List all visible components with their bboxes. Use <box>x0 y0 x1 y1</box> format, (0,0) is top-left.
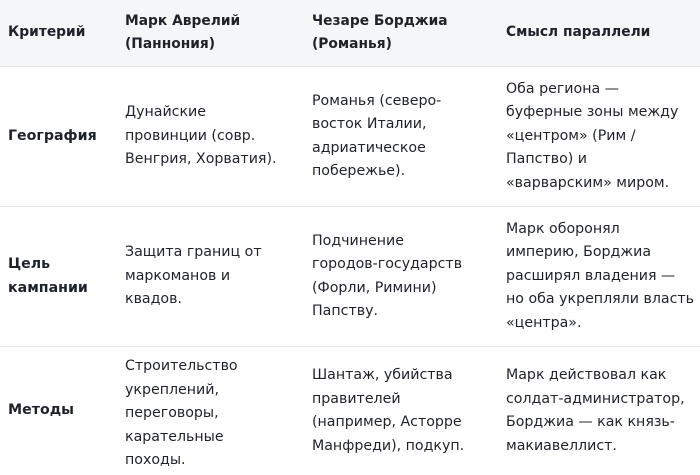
header-criterion: Критерий <box>8 24 86 41</box>
row-criterion: География <box>8 127 97 144</box>
header-meaning: Смысл параллели <box>506 24 651 41</box>
cell-cesare: Подчинение городов-государств (Форли, Римини) Папству. <box>312 232 463 319</box>
table-row <box>0 207 700 347</box>
header-marcus-aurelius: Марк Аврелий (Паннония) <box>125 12 241 52</box>
table-row <box>0 347 700 475</box>
cell-cesare: Шантаж, убийства правителей (например, Асторре Манфреди), подкуп. <box>312 367 465 454</box>
cell-cesare: Романья (северо- восток Италии, адриатическое побережье). <box>312 92 442 179</box>
header-cesare-borgia: Чезаре Борджиа (Романья) <box>312 12 448 52</box>
table-row <box>0 67 700 207</box>
cell-meaning: Оба региона — буферные зоны между «центром» (Рим / Папство) и «варварским» миром. <box>506 80 679 191</box>
cell-marcus: Защита границ от маркоманов и квадов. <box>125 244 262 308</box>
cell-marcus: Строительство укреплений, переговоры, карательные походы. <box>125 358 238 468</box>
row-criterion: Цель кампании <box>8 256 88 296</box>
cell-meaning: Марк оборонял империю, Борджиа расширял владения — но оба укрепляли власть «центра». <box>506 220 695 331</box>
cell-meaning: Марк действовал как солдат-администратор, Борджиа — как князь- макиавеллист. <box>506 367 685 454</box>
cell-marcus: Дунайские провинции (совр. Венгрия, Хорватия). <box>125 104 277 168</box>
row-criterion: Методы <box>8 402 74 419</box>
table-header-row <box>0 0 700 67</box>
